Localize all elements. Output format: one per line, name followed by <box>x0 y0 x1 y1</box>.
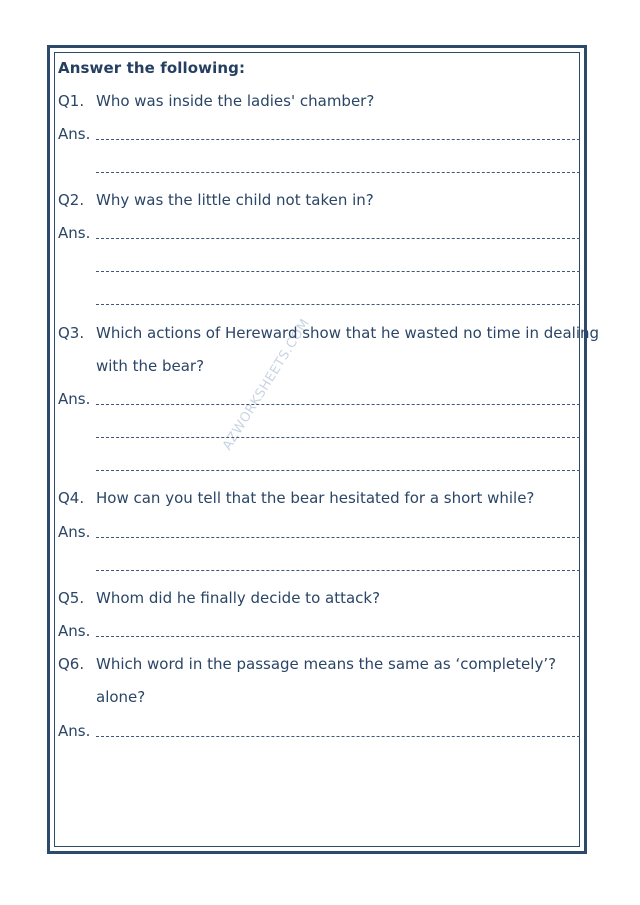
answer-line[interactable] <box>96 470 580 471</box>
answer-line[interactable] <box>96 238 580 239</box>
question-text-5: Whom did he finally decide to attack? <box>96 589 381 607</box>
question-number-4: Q4. <box>58 489 85 507</box>
question-text-2: Why was the little child not taken in? <box>96 191 374 209</box>
answer-label-6: Ans. <box>58 722 91 740</box>
answer-label-4: Ans. <box>58 523 91 541</box>
answer-line[interactable] <box>96 404 580 405</box>
question-text-6-continued: alone? <box>96 688 146 706</box>
answer-line[interactable] <box>96 636 580 637</box>
page-title: Answer the following: <box>58 59 246 77</box>
answer-line[interactable] <box>96 537 580 538</box>
answer-line[interactable] <box>96 437 580 438</box>
answer-label-2: Ans. <box>58 224 91 242</box>
answer-label-3: Ans. <box>58 390 91 408</box>
question-text-4: How can you tell that the bear hesitated for a short while? <box>96 489 535 507</box>
answer-line[interactable] <box>96 736 580 737</box>
answer-label-5: Ans. <box>58 622 91 640</box>
page-border <box>47 45 587 854</box>
answer-label-1: Ans. <box>58 125 91 143</box>
question-number-3: Q3. <box>58 324 85 342</box>
question-text-3-continued: with the bear? <box>96 357 205 375</box>
question-number-2: Q2. <box>58 191 85 209</box>
question-text-6: Which word in the passage means the same as ‘completely’? <box>96 655 557 673</box>
watermark: AZWORKSHEETS.COM <box>220 316 314 453</box>
question-text-1: Who was inside the ladies' chamber? <box>96 92 375 110</box>
question-number-5: Q5. <box>58 589 85 607</box>
answer-line[interactable] <box>96 271 580 272</box>
question-text-3: Which actions of Hereward show that he wasted no time in dealing <box>96 324 600 342</box>
answer-line[interactable] <box>96 139 580 140</box>
answer-line[interactable] <box>96 172 580 173</box>
answer-line[interactable] <box>96 304 580 305</box>
answer-line[interactable] <box>96 570 580 571</box>
question-number-6: Q6. <box>58 655 85 673</box>
question-number-1: Q1. <box>58 92 85 110</box>
